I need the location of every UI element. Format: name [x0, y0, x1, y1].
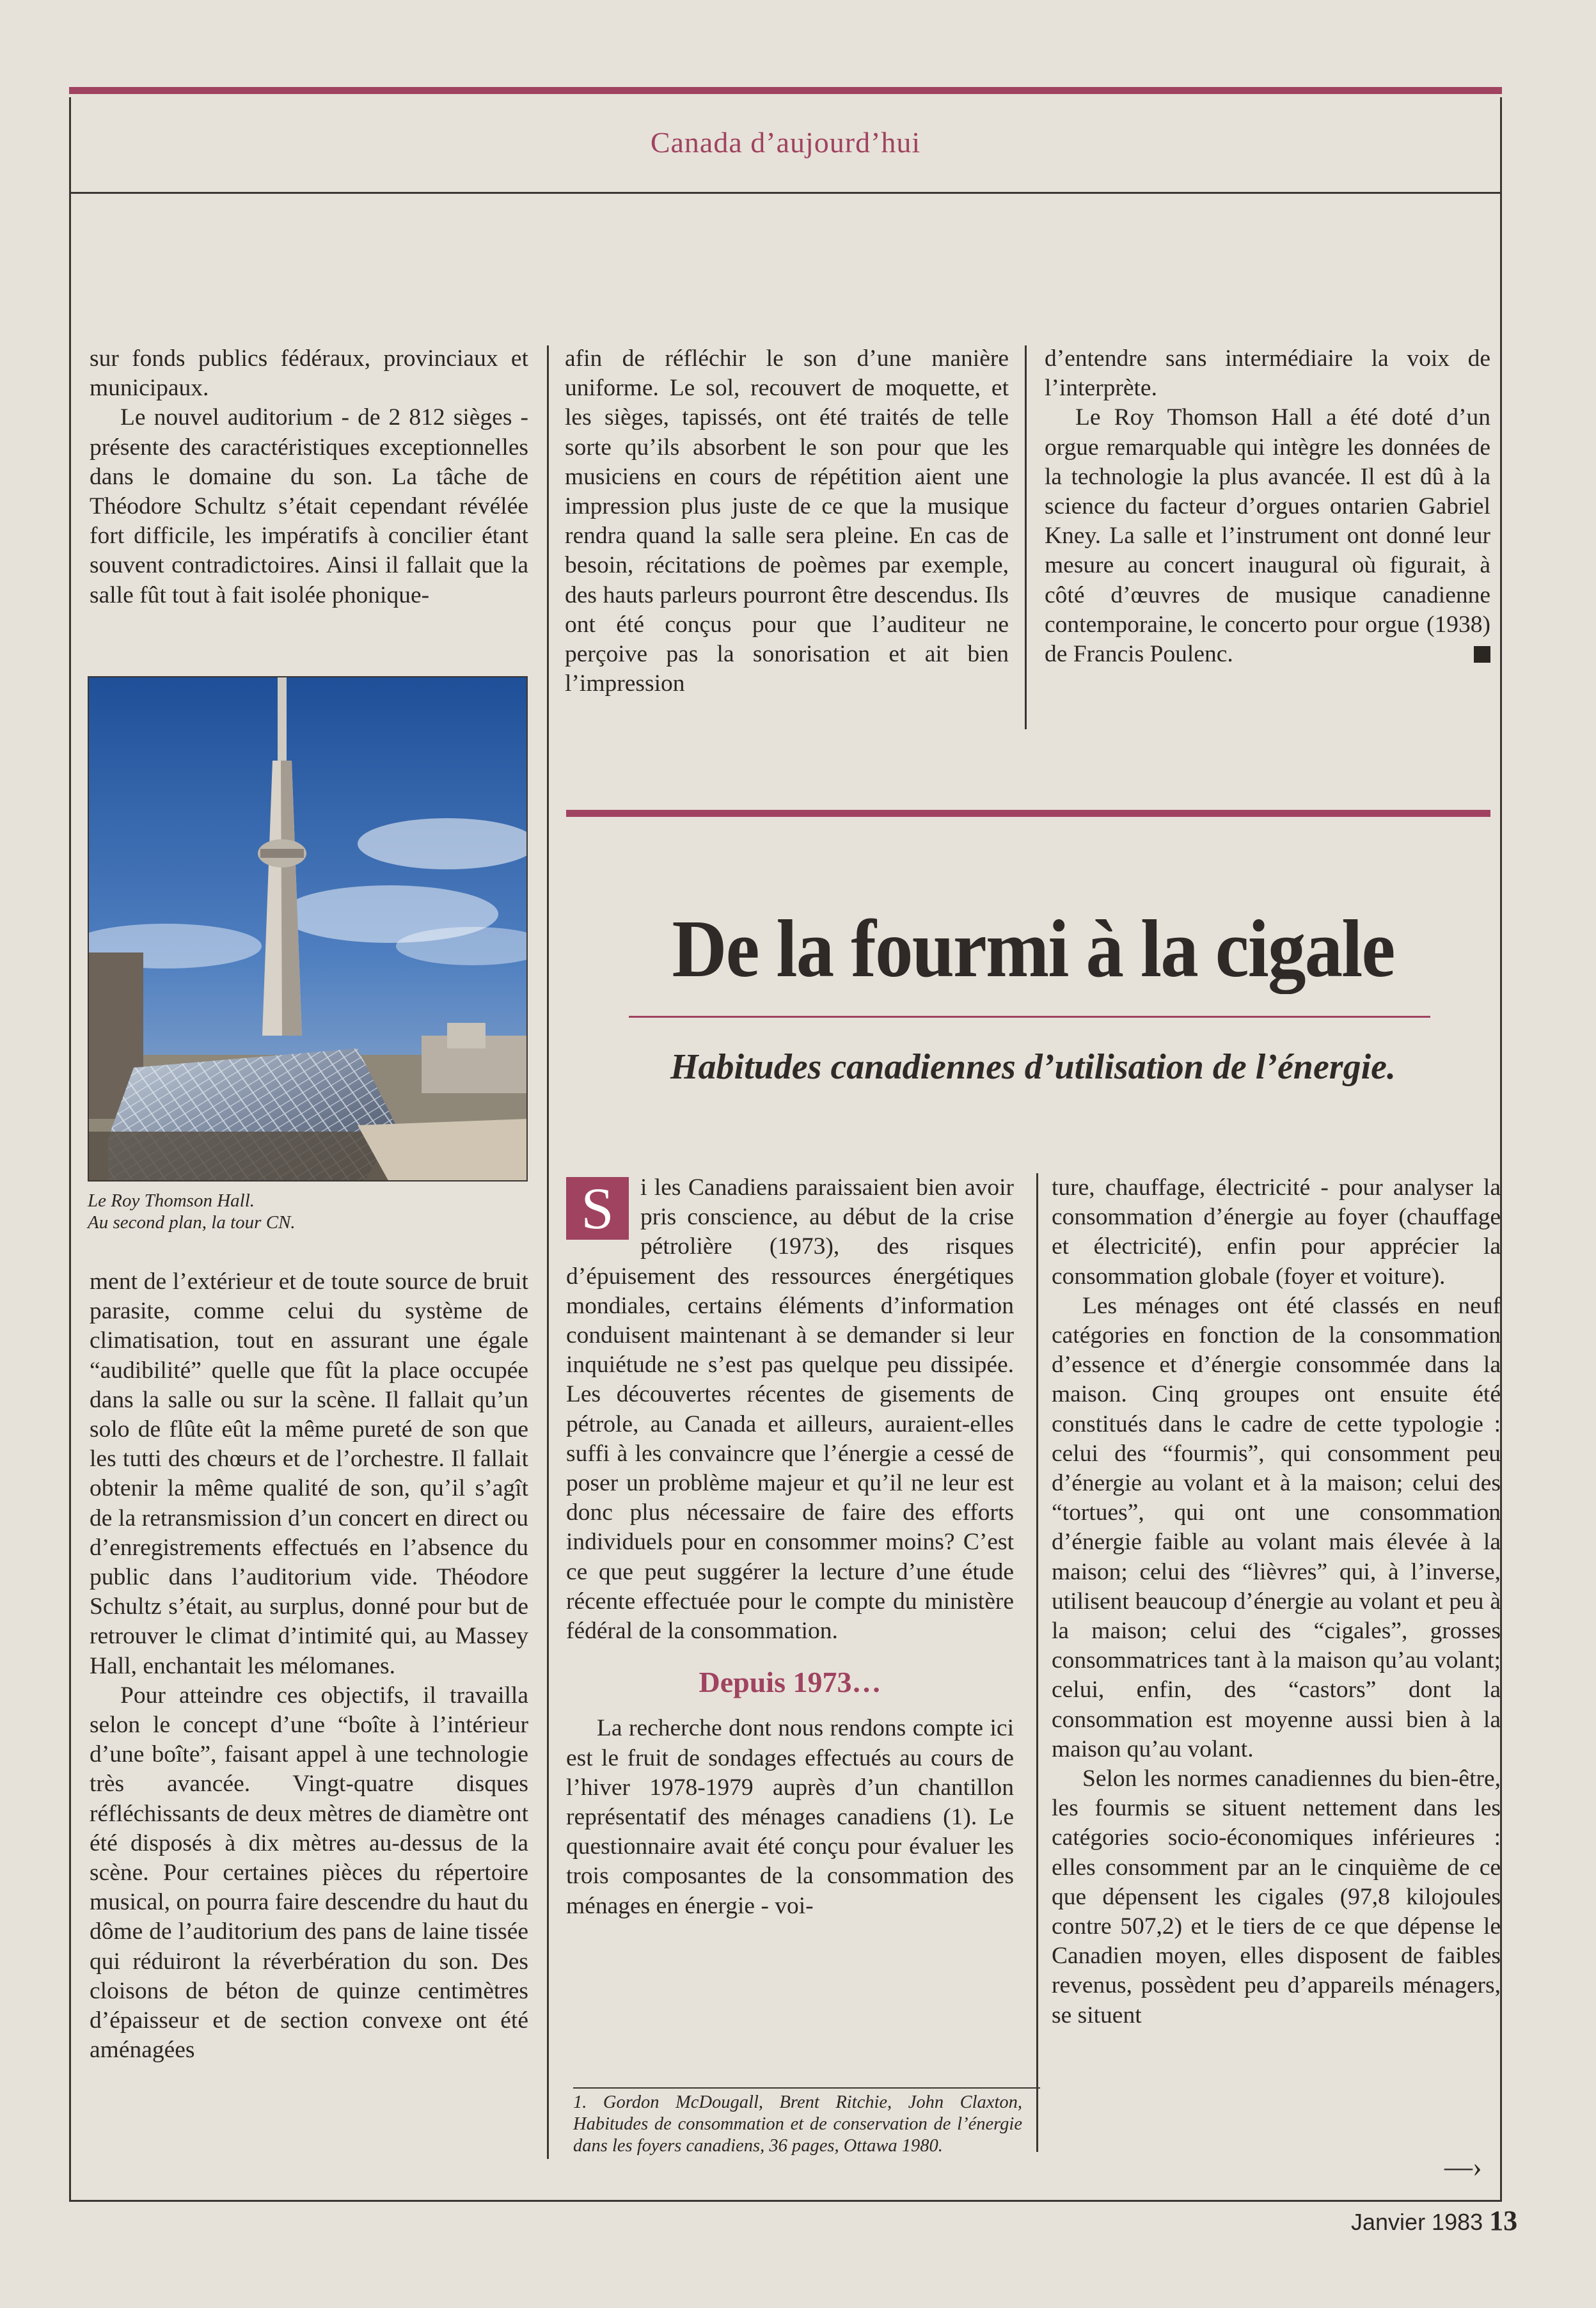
paragraph: sur fonds publics fédéraux, provinciaux et municipaux. [90, 345, 528, 402]
running-head: Canada d’aujourd’hui [650, 126, 921, 159]
caption-line: Le Roy Thomson Hall. [88, 1190, 255, 1211]
photo-caption [88, 1190, 528, 1233]
article-title: De la fourmi à la cigale [672, 903, 1395, 994]
section-heading: Depuis 1973… [699, 1666, 881, 1699]
top-column-2 [565, 344, 1009, 699]
top-accent-rule [69, 87, 1502, 94]
paragraph-text: Le Roy Thomson Hall a été doté d’un orgue remarquable qui intègre les données de la technologie la plus avancée. Il est dû à la science du facteur d’orgues ontarien Gabriel Kney. La salle et l’instrument ont donné leur mesure au concert inaugural où figurait, à côté d’œuvres de musique canadienne contemporaine, le concerto pour orgue (1938) de Francis Poulenc. [1045, 404, 1490, 668]
paragraph: Le nouvel auditorium - de 2 812 sièges - présente des caractéristiques exceptionnelles dans le domaine du son. La tâche de Théodore Schultz s’était cependant révélée fort difficile, les impératifs à concilier étant souvent contradictoires. Ainsi il fallait que la salle fût tout à fait isolée phonique- [90, 404, 528, 608]
header-divider [69, 192, 1502, 194]
caption-line: Au second plan, la tour CN. [88, 1212, 296, 1233]
end-mark-icon [1474, 646, 1490, 663]
column-rule-article [1036, 1173, 1038, 2152]
paragraph [1045, 403, 1490, 669]
article-column-1 [566, 1173, 1014, 1921]
paragraph: ment de l’extérieur et de toute source de bruit parasite, comme celui du système de climatisation, tout en assurant une égale “audibilité” quelle que fût la place occupée dans la salle ou sur la scène. Il fallait qu’un solo de flûte eût la même pureté de son que les tutti des chœurs et de l’orchestre. Il fallait obtenir la même qualité de son, qu’il s’agît de la retransmission d’un concert en direct ou d’enregistrements effectués en l’absence du public dans l’auditorium vide. Théodore Schultz s’était, au surplus, donné pour but de retrouver le climat d’intimité qui, au Massey Hall, enchantait les mélomanes. [90, 1269, 528, 1679]
paragraph: d’entendre sans intermédiaire la voix de l’interprète. [1045, 345, 1490, 402]
continue-arrow-icon: —› [1444, 2151, 1482, 2183]
footnote-rule [573, 2087, 1040, 2089]
article-column-2 [1052, 1173, 1501, 2030]
paragraph: Les ménages ont été classés en neuf catégories en fonction de la consommation d’essence et d’énergie consommée dans la maison. Cinq groupes ont ensuite été constitués dans le cadre de cette typologie : celui des “fourmis”, qui consomment peu d’énergie au volant et à la maison; celui des “tortues”, qui ont une consommation d’énergie faible au volant mais élevée à la maison; celui des “lièvres” qui, à l’inverse, utilisent beaucoup d’énergie au volant et peu à la maison; celui des “cigales”, grosses consommatrices tant à la maison qu’au volant; celui, enfin, des “castors” dont la consommation est moyenne aussi bien à la maison qu’au volant. [1052, 1292, 1501, 1762]
page-folio [1351, 2204, 1517, 2237]
column-rule-top-right [1025, 345, 1027, 729]
top-column-1 [90, 344, 528, 610]
paragraph: La recherche dont nous rendons compte ici est le fruit de sondages effectués au cours de l’hiver 1978-1979 auprès d’un chantillon représentatif des ménages canadiens (1). Le questionnaire avait été conçu pour évaluer les trois composantes de la consommation des ménages en énergie - voi- [566, 1715, 1014, 1919]
paragraph: Pour atteindre ces objectifs, il travailla selon le concept d’une “boîte à l’intérieur d’une boîte”, faisant appel à une technologie très avancée. Vingt-quatre disques réfléchissants de deux mètres de diamètre ont été disposés à dix mètres au-dessus de la scène. Pour certaines pièces du répertoire musical, on pourra faire descendre du haut du dôme de l’auditorium des pans de laine tissée qui réduiront la réverbération du son. Des cloisons de béton de quinze centimètres d’épaisseur et de section convexe ont été aménagées [90, 1682, 528, 2064]
paragraph: afin de réfléchir le son d’une manière uniforme. Le sol, recouvert de moquette, et les sièges, tapissés, ont été traités de telle sorte qu’ils absorbent le son pour que les musiciens en cours de répétition aient une impression plus juste de ce que la musique rendra quand la salle sera pleine. En cas de besoin, récitations de poèmes par exemple, des hauts parleurs pourront être descendus. Ils ont été conçus pour que l’auditeur ne perçoive pas la sonorisation et ait bien l’impression [565, 345, 1009, 697]
top-column-3 [1045, 344, 1490, 669]
article-accent-rule [566, 810, 1490, 817]
drop-cap: S [566, 1177, 629, 1240]
column-rule-left [547, 345, 549, 2159]
issue-date: Janvier 1983 [1351, 2209, 1483, 2235]
footnote: 1. Gordon McDougall, Brent Ritchie, John Claxton, Habitudes de consommation et de conservation de l’énergie dans les foyers canadiens, 36 pages, Ottawa 1980. [573, 2092, 1022, 2156]
article-subtitle: Habitudes canadiennes d’utilisation de l’énergie. [670, 1047, 1396, 1087]
left-lower-column [90, 1267, 528, 2065]
page-number: 13 [1489, 2205, 1518, 2236]
paragraph-text: i les Canadiens paraissaient bien avoir pris conscience, au début de la crise pétrolière (1973), des risques d’épuisement des ressources énergétiques mondiales, certains éléments d’information conduisent maintenant à se demander si leur inquiétude ne s’est pas quelque peu dissipée. Les découvertes récentes de gisements de pétrole, au Canada et ailleurs, auraient-elles suffi à les convaincre que l’énergie a cessé de poser un problème majeur et qu’il ne leur est donc plus nécessaire de faire des efforts individuels pour en consommer moins? C’est ce que peut suggérer la lecture d’une étude récente effectuée pour le compte du ministère fédéral de la consommation. [566, 1174, 1014, 1645]
photo-roy-thomson-hall [88, 676, 528, 1182]
paragraph: ture, chauffage, électricité - pour analyser la consommation d’énergie au foyer (chauffage et électricité), enfin pour apprécier la consommation globale (foyer et voiture). [1052, 1174, 1501, 1290]
paragraph: Selon les normes canadiennes du bien-être, les fourmis se situent nettement dans les catégories socio-économiques inférieures : elles consomment par an le cinquième de ce que dépensent les cigales (97,8 kilojoules contre 507,2) et le tiers de ce que dépense le Canadien moyen, elles disposent de faibles revenus, possèdent peu d’appareils ménagers, se situent [1052, 1766, 1501, 2028]
photo-illustration [89, 677, 528, 1182]
title-underline [629, 1016, 1430, 1018]
paragraph [566, 1173, 1014, 1646]
